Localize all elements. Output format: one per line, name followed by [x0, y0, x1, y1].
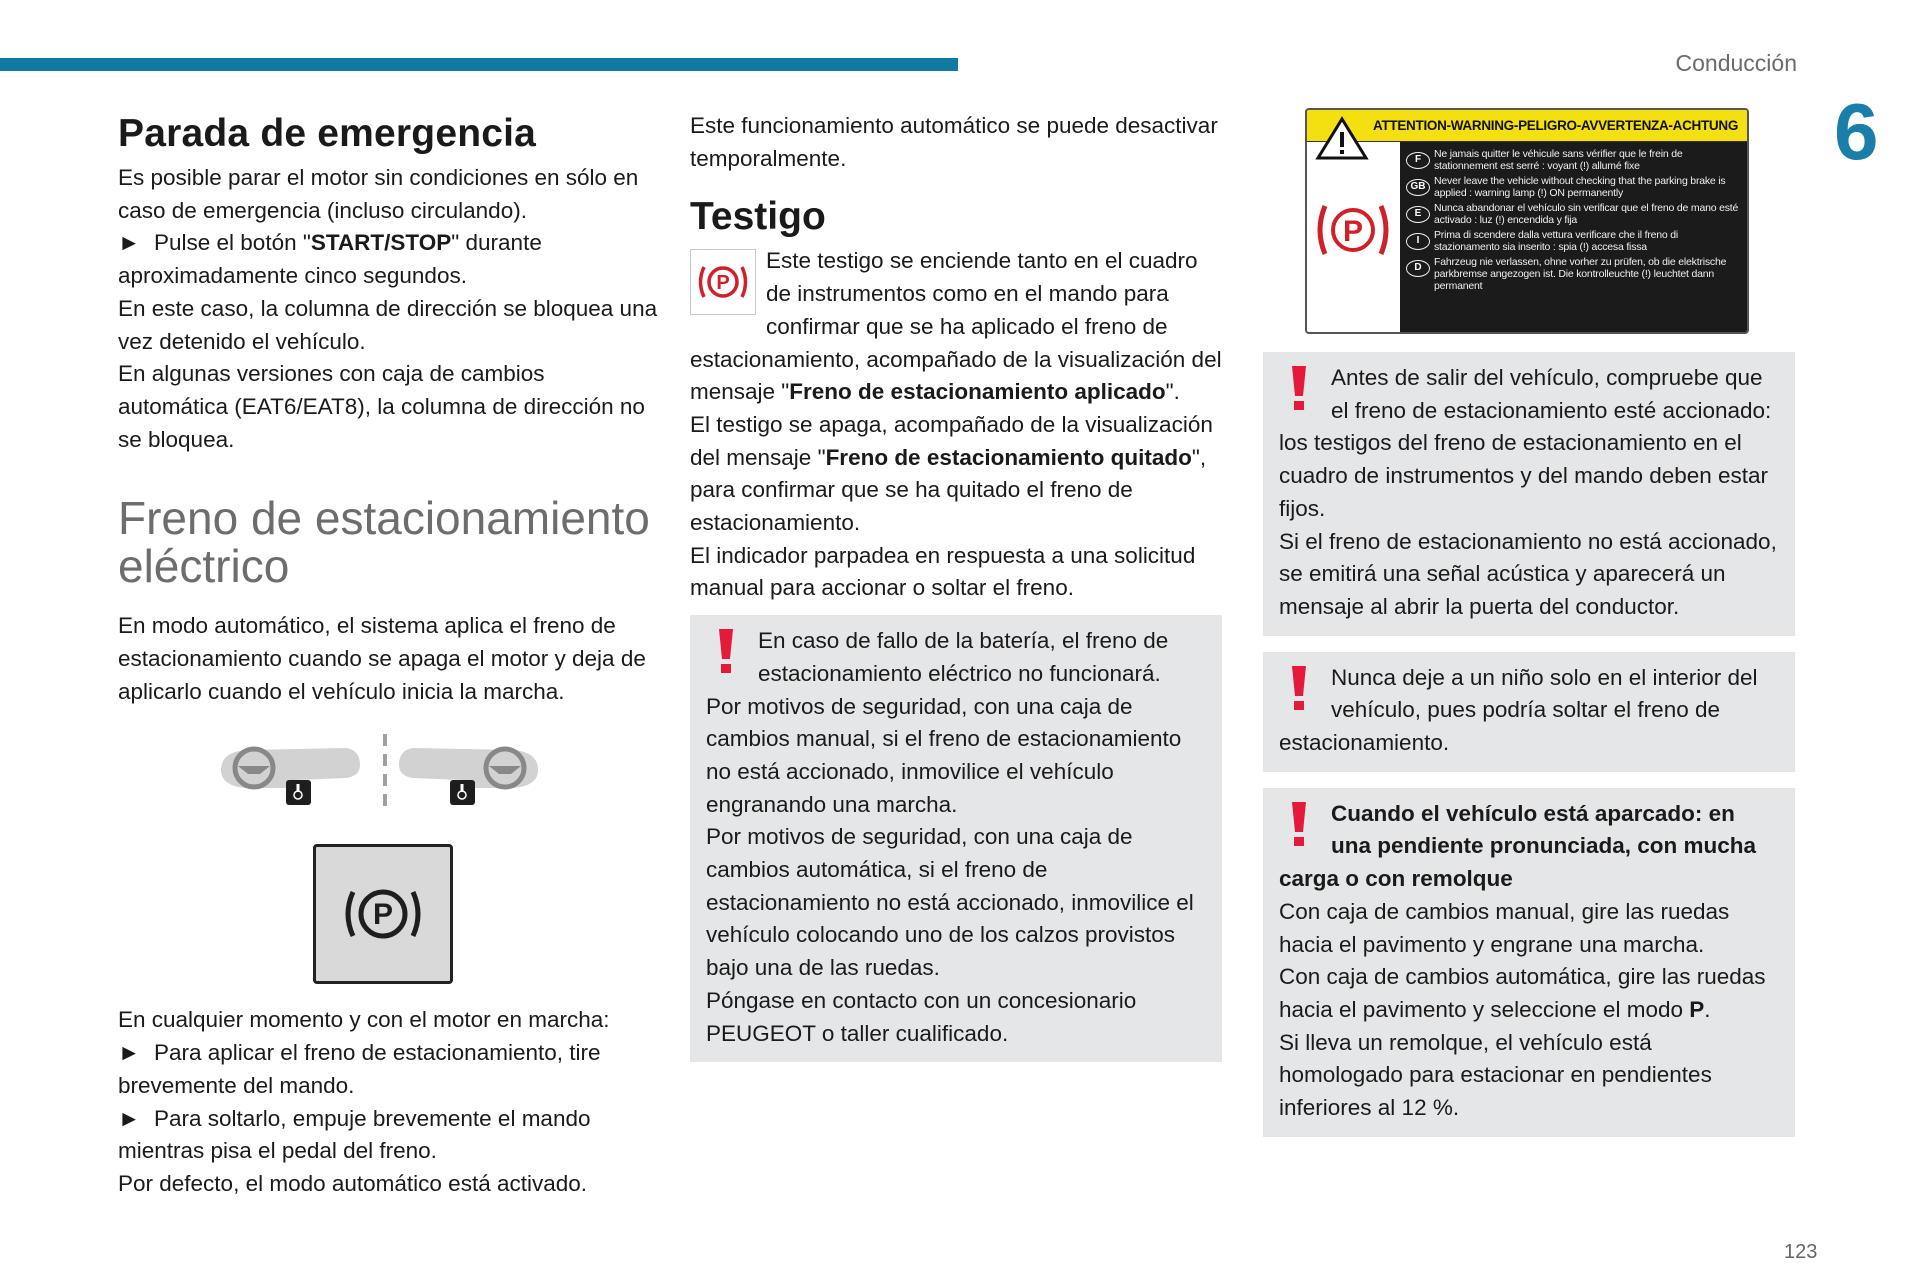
paragraph: Es posible parar el motor sin condiciones en sólo en caso de emergencia (incluso circulando). [118, 165, 639, 223]
warning-row-it: I Prima di scendere dalla vettura verificare che il freno di stazionamento sia inserito : spia (!) accesa fissa [1406, 229, 1741, 253]
page-number: 123 [1784, 1241, 1818, 1263]
lhd-dashboard-icon [216, 740, 361, 805]
warning-sticker-header: ATTENTION-WARNING-PELIGRO-AVVERTENZA-ACHTUNG [1307, 110, 1747, 142]
warning-callout-before-leaving [1263, 352, 1795, 636]
callout-lead: Nunca deje a un niño solo en el interior del vehículo, pues podría soltar el freno de estacionamiento. [1279, 664, 1758, 756]
exclamation-icon [1279, 664, 1319, 720]
callout-text: Por motivos de seguridad, con una caja de cambios manual, si el freno de estacionamiento no está accionado, inmovilice el vehículo engranando una marcha. [706, 693, 1182, 817]
svg-text:P: P [1342, 215, 1364, 248]
middle-column [690, 110, 1228, 1062]
arrow-right-icon: ► [118, 230, 141, 256]
callout-text: Si el freno de estacionamiento no está accionado, se emitirá una señal acústica y aparecerá un mensaje al abrir la puerta del conductor. [1279, 528, 1777, 619]
paragraph: En algunas versiones con caja de cambios automática (EAT6/EAT8), la columna de dirección no se bloquea. [118, 361, 645, 452]
parking-brake-switch [313, 844, 453, 984]
exclamation-icon [1279, 800, 1319, 856]
callout-text: Con caja de cambios manual, gire las ruedas hacia el pavimento y engrane una marcha. [1279, 898, 1730, 957]
section-title: Conducción [1675, 50, 1797, 76]
exclamation-icon [1279, 364, 1319, 420]
heading-freno-electrico: Freno de estacionamiento eléctrico [118, 492, 650, 593]
paragraph: El testigo se apaga, acompañado de la visualización del mensaje "Freno de estacionamiento quitado", para confirmar que se ha quitado el freno de estacionamiento. [690, 411, 1213, 536]
paragraph: Por defecto, el modo automático está activado. [118, 1170, 588, 1196]
callout-text: Por motivos de seguridad, con una caja de cambios automática, si el freno de estacionamiento no está accionado, inmovilice el vehículo colocando uno de los calzos provistos bajo una de las ruedas. [706, 824, 1194, 981]
paragraph: En modo automático, el sistema aplica el freno de estacionamiento cuando se apaga el motor y deja de aplicarlo cuando el vehículo inicia la marcha. [118, 613, 646, 704]
warning-callout-battery [690, 615, 1222, 1062]
warning-callout-child [1263, 652, 1795, 772]
paragraph: Este funcionamiento automático se puede desactivar temporalmente. [690, 113, 1218, 171]
testigo-paragraph: P Este testigo se enciende tanto en el cuadro de instrumentos como en el mando para confirmar que se ha aplicado el freno de estacionamiento, acompañado de la visualización del mensaje "Freno de estacionamiento aplicado". [690, 248, 1222, 405]
callout-text: Si lleva un remolque, el vehículo está homologado para estacionar en pendientes inferiores al 12 %. [1279, 1029, 1712, 1121]
callout-lead: Antes de salir del vehículo, compruebe que el freno de estacionamiento esté accionado: los testigos del freno de estacionamiento en el cuadro de instrumentos y del mando deben estar fijos. [1279, 365, 1772, 521]
warning-sticker [1305, 108, 1749, 334]
parking-brake-illustration [118, 732, 658, 992]
paragraph: El indicador parpadea en respuesta a una solicitud manual para accionar o soltar el freno. [690, 542, 1196, 601]
warning-row-fr: F Ne jamais quitter le véhicule sans vérifier que le frein de stationnement est serré : voyant (!) allumé fixe [1406, 148, 1741, 172]
divider [383, 734, 387, 814]
exclamation-icon [706, 627, 746, 683]
right-column [1263, 108, 1798, 1137]
paragraph: En este caso, la columna de dirección se bloquea una vez detenido el vehículo. [118, 295, 658, 354]
step-start-stop: ► Pulse el botón "START/STOP" durante aproximadamente cinco segundos. [118, 227, 658, 292]
heading-parada-emergencia: Parada de emergencia [118, 112, 537, 155]
heading-testigo: Testigo [690, 195, 826, 239]
parking-brake-red-icon [1313, 200, 1393, 260]
chapter-number: 6 [1834, 87, 1879, 176]
warning-triangle-icon [1315, 116, 1369, 160]
callout-lead: Cuando el vehículo está aparcado: en una pendiente pronunciada, con mucha carga o con remolque [1279, 800, 1757, 892]
step-apply: ► Para aplicar el freno de estacionamiento, tire brevemente del mando. [118, 1037, 658, 1102]
warning-row-es: E Nunca abandonar el vehículo sin verificar que el freno de mano esté activado : luz (!) encendida y fija [1406, 202, 1741, 226]
header-accent-bar [0, 58, 958, 71]
paragraph: En cualquier momento y con el motor en marcha: [118, 1007, 610, 1033]
svg-text:P: P [372, 898, 394, 932]
rhd-dashboard-icon [398, 740, 543, 805]
callout-text: Póngase en contacto con un concesionario PEUGEOT o taller cualificado. [706, 987, 1137, 1046]
left-column [118, 110, 658, 1201]
arrow-right-icon: ► [118, 1105, 141, 1131]
warning-sticker-body [1400, 142, 1747, 332]
warning-row-gb: GB Never leave the vehicle without checking that the parking brake is applied : warning lamp (!) ON permanently [1406, 175, 1741, 199]
arrow-right-icon: ► [118, 1040, 141, 1066]
warning-callout-parked-slope [1263, 788, 1795, 1137]
step-release: ► Para soltarlo, empuje brevemente el mando mientras pisa el pedal del freno. [118, 1103, 658, 1168]
warning-row-de: D Fahrzeug nie verlassen, ohne vorher zu prüfen, ob die elektrische parkbremse angezogen ist. Die kontrolleuchte (!) leuchtet dann permanent [1406, 256, 1741, 292]
parking-brake-warning-icon [690, 249, 756, 315]
callout-lead: En caso de fallo de la batería, el freno de estacionamiento eléctrico no funcionará. [758, 628, 1169, 686]
parking-brake-icon [341, 882, 425, 946]
svg-text:P: P [716, 272, 730, 295]
callout-text: Con caja de cambios automática, gire las ruedas hacia el pavimento y seleccione el modo P. [1279, 964, 1766, 1022]
